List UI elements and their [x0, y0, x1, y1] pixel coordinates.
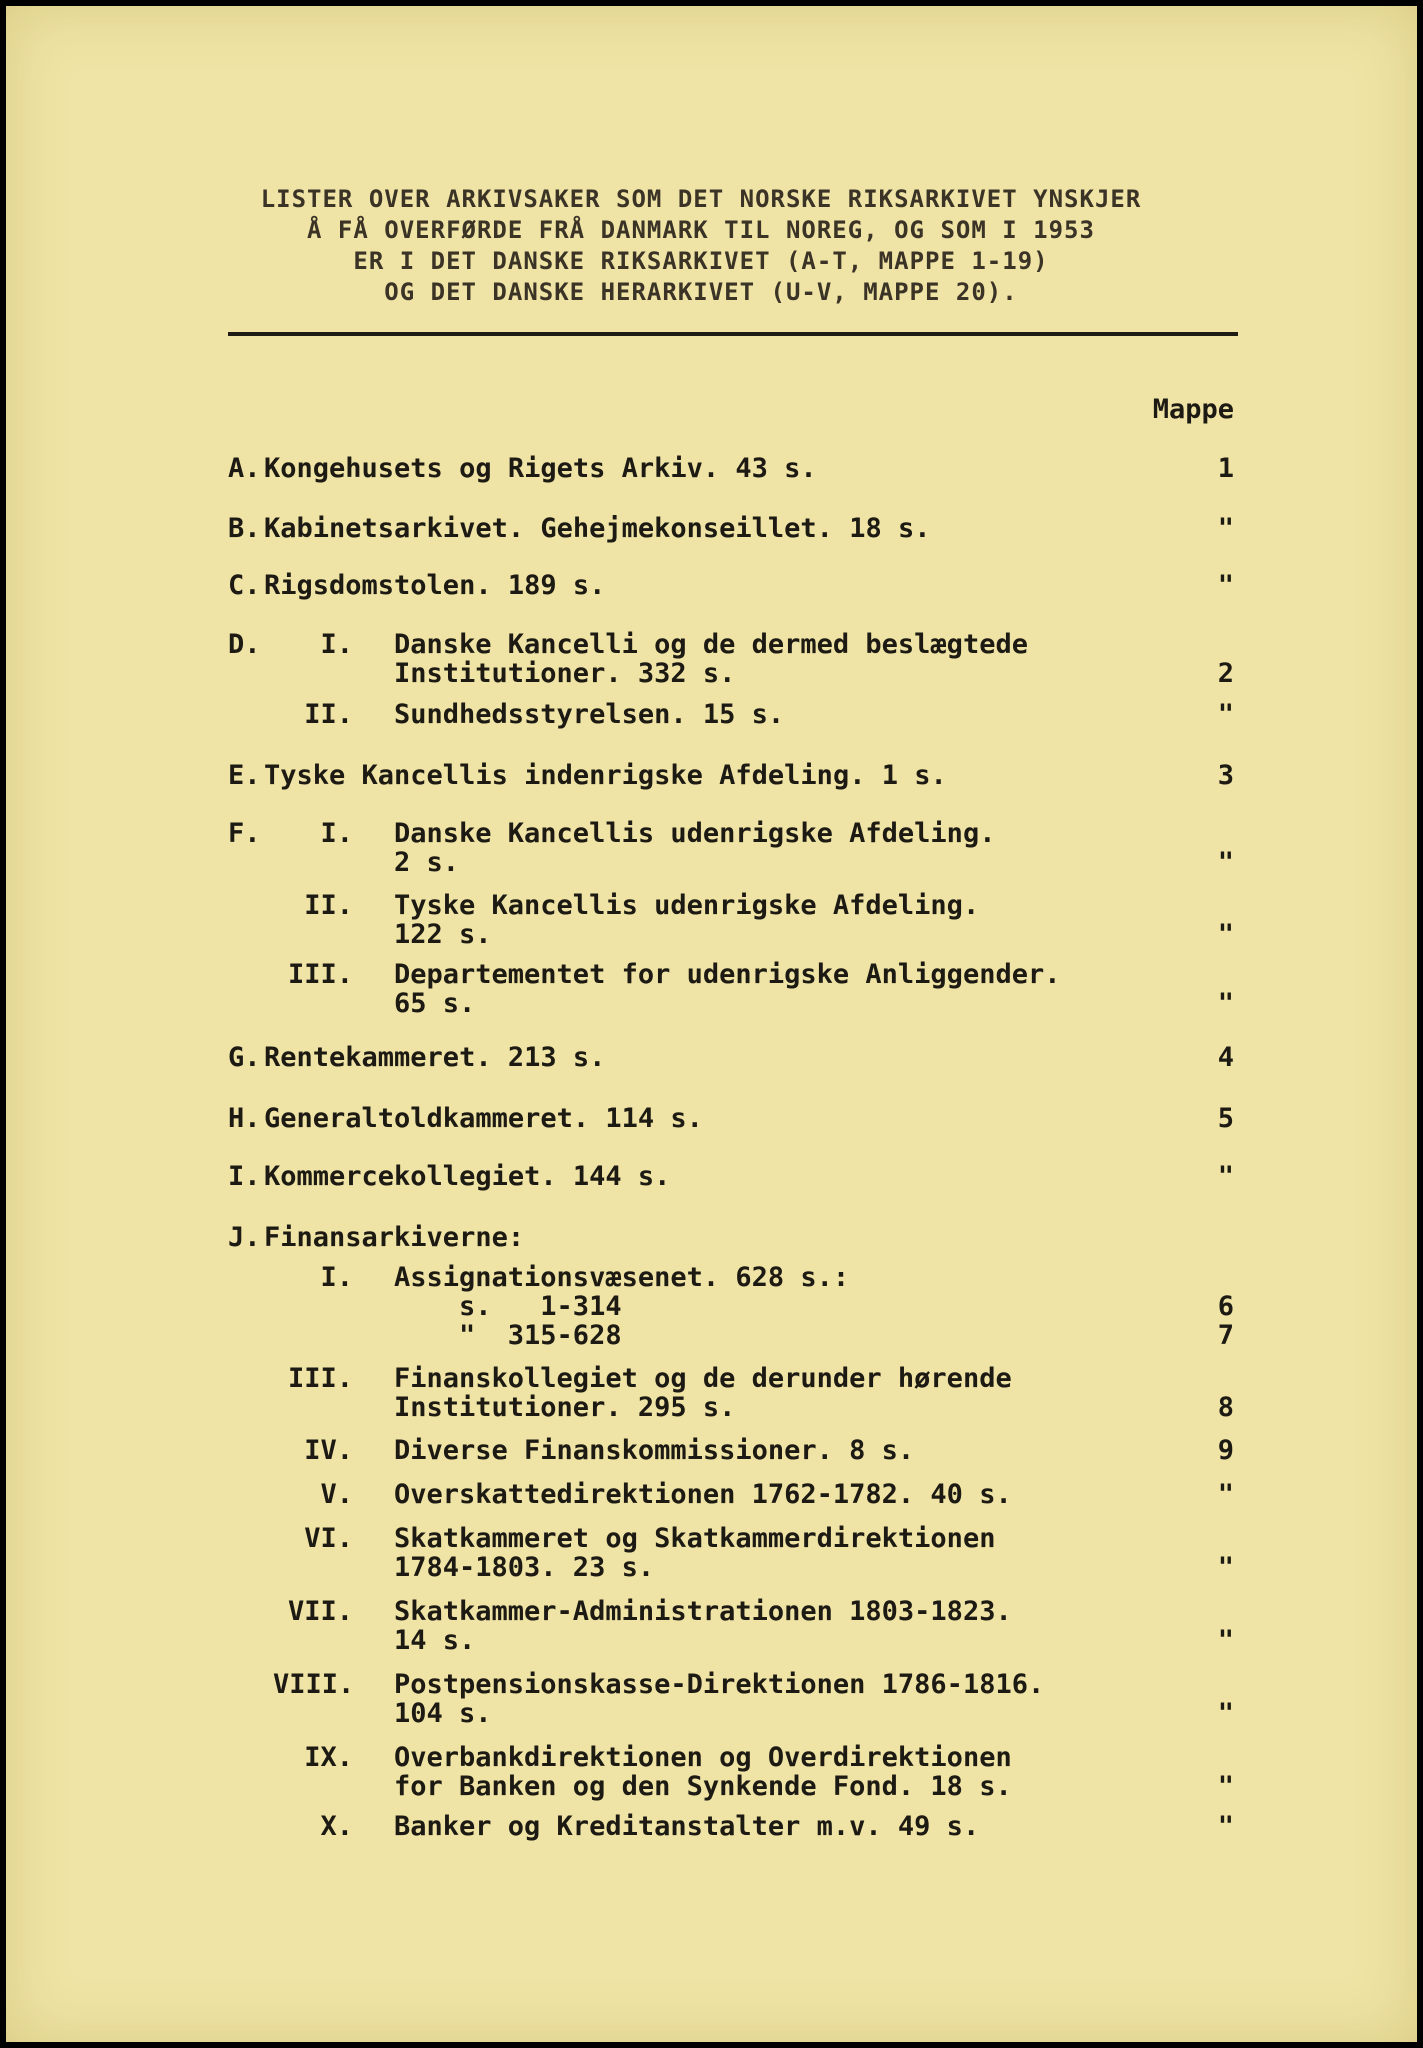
entry-text: Departementet for udenrigske Anliggender. — [394, 959, 1061, 990]
subsection-numeral: VIII. — [273, 1669, 355, 1700]
mappe-number: 5 — [1217, 1103, 1234, 1134]
entry-text: Assignationsvæsenet. 628 s.: — [394, 1262, 850, 1293]
entry-text: s. 1-314 — [394, 1291, 622, 1322]
mappe-number: " — [1217, 847, 1234, 878]
mappe-number: 9 — [1217, 1435, 1234, 1466]
subsection-numeral: V. — [320, 1479, 353, 1510]
subsection-numeral: I. — [320, 818, 353, 849]
entry-text: Danske Kancellis udenrigske Afdeling. — [394, 818, 996, 849]
entry-text: Postpensionskasse-Direktionen 1786-1816. — [394, 1669, 1045, 1700]
mappe-number: " — [1217, 1771, 1234, 1802]
title-divider — [228, 332, 1238, 336]
title-line: Å FÅ OVERFØRDE FRÅ DANMARK TIL NOREG, OG SOM I 1953 — [307, 216, 1095, 244]
entry-text: Institutioner. 332 s. — [394, 658, 736, 689]
section-letter: D. — [228, 629, 261, 660]
entry-text: Kommercekollegiet. 144 s. — [264, 1161, 671, 1192]
mappe-number: " — [1217, 699, 1234, 730]
mappe-number: " — [1217, 1698, 1234, 1729]
mappe-number: 1 — [1217, 453, 1234, 484]
entry-text: Kongehusets og Rigets Arkiv. 43 s. — [264, 453, 817, 484]
entry-text: Finanskollegiet og de derunder hørende — [394, 1363, 1012, 1394]
entry-text: for Banken og den Synkende Fond. 18 s. — [394, 1771, 1012, 1802]
mappe-number: 4 — [1217, 1042, 1234, 1073]
document-page — [6, 6, 1417, 2042]
mappe-number: " — [1217, 1479, 1234, 1510]
document-title — [156, 184, 1246, 308]
section-letter: A. — [228, 453, 261, 484]
entry-text: Tyske Kancellis indenrigske Afdeling. 1 s. — [264, 760, 947, 791]
entry-text: Rigsdomstolen. 189 s. — [264, 570, 606, 601]
mappe-number: 2 — [1217, 658, 1234, 689]
entry-text: Sundhedsstyrelsen. 15 s. — [394, 699, 785, 730]
section-letter: G. — [228, 1042, 261, 1073]
entry-text: 122 s. — [394, 919, 492, 950]
subsection-numeral: VII. — [287, 1596, 353, 1627]
entry-text: Danske Kancelli og de dermed beslægtede — [394, 629, 1028, 660]
subsection-numeral: IX. — [304, 1742, 353, 1773]
mappe-number: " — [1217, 513, 1234, 544]
title-line: OG DET DANSKE HERARKIVET (U-V, MAPPE 20). — [384, 278, 1018, 306]
mappe-column-header: Mappe — [1152, 394, 1234, 425]
subsection-numeral: III. — [287, 959, 353, 990]
mappe-number: 7 — [1217, 1320, 1234, 1351]
mappe-number: 6 — [1217, 1291, 1234, 1322]
subsection-numeral: IV. — [304, 1435, 353, 1466]
entry-text: Diverse Finanskommissioner. 8 s. — [394, 1435, 915, 1466]
mappe-number: " — [1217, 1811, 1234, 1842]
entry-text: Institutioner. 295 s. — [394, 1392, 736, 1423]
entry-text: 14 s. — [394, 1625, 476, 1656]
entry-text: Skatkammer-Administrationen 1803-1823. — [394, 1596, 1012, 1627]
mappe-number: " — [1217, 570, 1234, 601]
entry-text: Generaltoldkammeret. 114 s. — [264, 1103, 703, 1134]
entry-text: Tyske Kancellis udenrigske Afdeling. — [394, 890, 980, 921]
section-letter: E. — [228, 760, 261, 791]
entry-text: Banker og Kreditanstalter m.v. 49 s. — [394, 1811, 980, 1842]
entry-text: 104 s. — [394, 1698, 492, 1729]
entry-text: Overskattedirektionen 1762-1782. 40 s. — [394, 1479, 1012, 1510]
section-letter: J. — [228, 1222, 261, 1253]
entry-text: Overbankdirektionen og Overdirektionen — [394, 1742, 1012, 1773]
mappe-number: 3 — [1217, 760, 1234, 791]
entry-text: Rentekammeret. 213 s. — [264, 1042, 606, 1073]
entry-text: Kabinetsarkivet. Gehejmekonseillet. 18 s. — [264, 513, 931, 544]
subsection-numeral: X. — [320, 1811, 353, 1842]
title-line: LISTER OVER ARKIVSAKER SOM DET NORSKE RIKSARKIVET YNSKJER — [260, 185, 1142, 213]
section-letter: I. — [228, 1161, 261, 1192]
subsection-numeral: II. — [304, 699, 353, 730]
mappe-number: " — [1217, 1161, 1234, 1192]
subsection-numeral: I. — [320, 1262, 353, 1293]
subsection-numeral: VI. — [304, 1523, 353, 1554]
mappe-number: " — [1217, 919, 1234, 950]
section-letter: H. — [228, 1103, 261, 1134]
subsection-numeral: I. — [320, 629, 353, 660]
section-letter: F. — [228, 818, 261, 849]
title-line: ER I DET DANSKE RIKSARKIVET (A-T, MAPPE 1-19) — [353, 247, 1049, 275]
section-letter: B. — [228, 513, 261, 544]
entry-text: Skatkammeret og Skatkammerdirektionen — [394, 1523, 996, 1554]
mappe-number: " — [1217, 1625, 1234, 1656]
subsection-numeral: II. — [304, 890, 353, 921]
entry-text: " 315-628 — [394, 1320, 622, 1351]
subsection-numeral: III. — [287, 1363, 353, 1394]
section-letter: C. — [228, 570, 261, 601]
mappe-number: " — [1217, 1552, 1234, 1583]
entry-text: 65 s. — [394, 988, 476, 1019]
entry-text: 2 s. — [394, 847, 460, 878]
mappe-number: 8 — [1217, 1392, 1234, 1423]
mappe-number: " — [1217, 988, 1234, 1019]
entry-text: 1784-1803. 23 s. — [394, 1552, 655, 1583]
entry-text: Finansarkiverne: — [264, 1222, 525, 1253]
